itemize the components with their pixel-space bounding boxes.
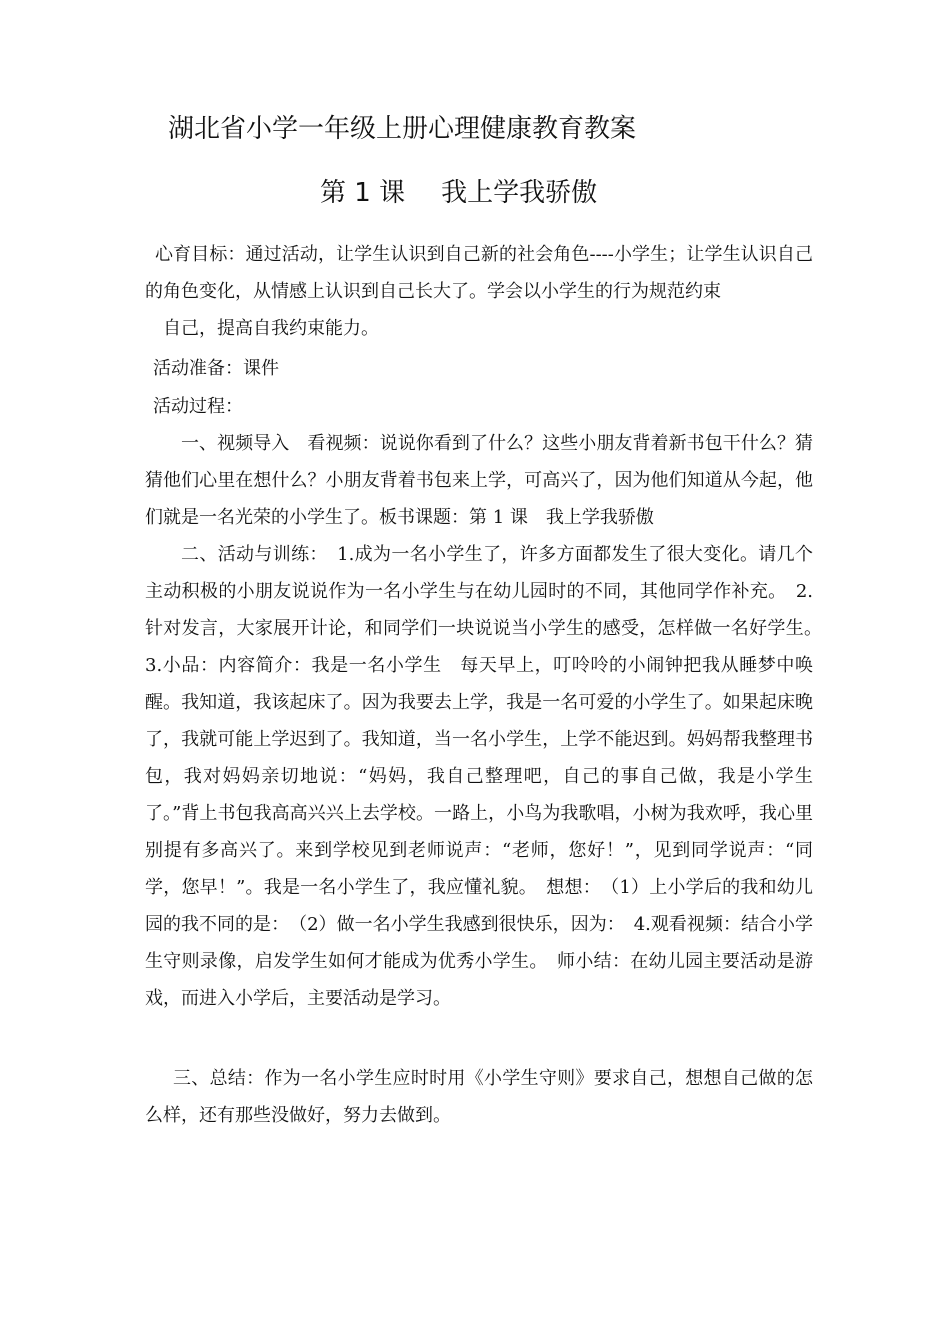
step-three-paragraph: 三、总结：作为一名小学生应时时用《小学生守则》要求自己，想想自己做的怎么样，还有那些没做好，努力去做到。 <box>145 1068 813 1126</box>
preparation-line: 活动准备：课件 <box>153 358 279 379</box>
lesson-title <box>320 172 597 209</box>
goal-paragraph: 心育目标：通过活动，让学生认识到自己新的社会角色----小学生；让学生认识自己的角色变化，从情感上认识到自己长大了。学会以小学生的行为规范约束 <box>145 244 813 302</box>
lesson-number: 第 1 课 <box>320 178 406 208</box>
step-two-paragraph: 二、活动与训练： 1.成为一名小学生了，许多方面都发生了很大变化。请几个主动积极的小朋友说说作为一名小学生与在幼儿园时的不同，其他同学作补充。 2.针对发言，大家展开计论，和同学们一块说说当小学生的感受，怎样做一名好学生。 3.小品：内容简介：我是一名小学生 每天早上，叮呤呤的小闹钟把我从睡梦中唤醒。我知道，我该起床了。因为我要去上学，我是一名可爱的小学生了。如果起床晚了，我就可能上学迟到了。我知道，当一名小学生，上学不能迟到。妈妈帮我整理书包，我对妈妈亲切地说：“妈妈，我自己整理吧，自己的事自己做，我是小学生了。”背上书包我高高兴兴上去学校。一路上，小鸟为我歌唱，小树为我欢呼，我心里别提有多高兴了。来到学校见到老师说声：“老师，您好！”，见到同学说声：“同学，您早！”。我是一名小学生了，我应懂礼貌。 想想： （1）上小学后的我和幼儿园的我不同的是： （2）做一名小学生我感到很快乐，因为： 4.观看视频：结合小学生守则录像，启发学生如何才能成为优秀小学生。 师小结：在幼儿园主要活动是游戏，而进入小学后，主要活动是学习。 <box>145 544 831 1009</box>
step-one-paragraph: 一、视频导入 看视频：说说你看到了什么？这些小朋友背着新书包干什么？猜猜他们心里在想什么？小朋友背着书包来上学，可高兴了，因为他们知道从今起，他们就是一名光荣的小学生了。板书课题：第 1 课 我上学我骄傲 <box>145 433 813 528</box>
process-label: 活动过程： <box>153 396 243 417</box>
goal-paragraph-continued: 自己，提高自我约束能力。 <box>163 318 379 339</box>
document-title: 湖北省小学一年级上册心理健康教育教案 <box>168 114 637 144</box>
lesson-name: 我上学我骄傲 <box>441 178 598 208</box>
